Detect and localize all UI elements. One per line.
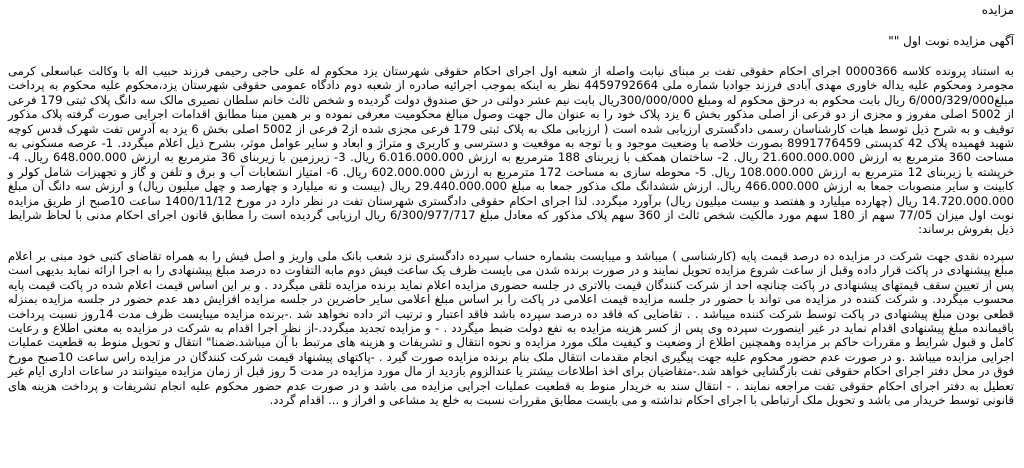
category-label: مزایده xyxy=(981,3,1014,17)
notice-title: آگهی مزایده نوبت اول "" xyxy=(888,34,1014,48)
notice-paragraph-case-details: به استناد پرونده کلاسه 0000366 اجرای احکام حقوقی تفت بر مبنای نیابت واصله از شعبه اول اجرای احکام حقوقی شهرستان یزد محکوم له علی حاجی رحیمی فرزند حبیب اله با وکالت عباسعلی کرمی مجومرد ومحکوم علیه یداله خاوری مهدی آبادی فرزند جوادبا شماره ملی 4459792664 نظر به اینکه بموجب اجرائیه صادره از شعبه دوم دادگاه عمومی حقوقی شهرستان یزد،محکوم علیه محکوم به پرداخت مبلغ6/000/329/000 ریال بابت محکوم به درحق محکوم له ومبلغ 300/000/000ریال بابت نیم عشر دولتی در حق صندوق دولت گردیده و شخص ثالث خانم سلطان نصیری مالک سه دانگ پلاک ثبتی 179 فرعی از 5002 اصلی مفروز و مجزی از دو فرعی از اصلی مذکور بخش 6 یزد پلاک خود را به عنوان مال جهت وصول مبالغ محکومیت معرفی نموده و بر همین مبنا مطابق اقدامات اجرایی صورت گرفته پلاک مذکور توقیف و به شرح ذیل توسط هیات کارشناسان رسمی دادگستری ارزیابی شده است ( ارزیابی ملک به پلاک ثبتی 179 فرعی مجزی شده از2 فرعی از 5002 اصلی بخش 6 یزد به آدرس تفت شهرک قدس کوچه شهید فهمیده پلاک 42 کدپستی 8991776459 بصورت خلاصه با وضعیت موجود و با توجه به موقعیت و دسترسی و کاربری و متراژ و ابعاد و سایر عوامل موثر، بشرح ذیل اعلام میگردد. 1- عرصه مسکونی به مساحت 360 مترمربع به ارزش 21.600.000.000 ریال. 2- ساختمان همکف با زیربنای 188 مترمربع به ارزش 6.016.000.000 ریال. 3- زیرزمین با زیربنای 36 مترمربع به ارزش 648.000.000 ریال. 4- خرپشته با زیربنای 12 مترمربع به ارزش 108.000.000 ریال. 5- محوطه سازی به مساحت 172 مترمربع به ارزش 602.000.000 ریال. 6- امتیاز انشعابات آب و برق و تلفن و گاز و تجهیزات شامل کولر و کابینت و سایر منصوبات جمعا به ارزش 466.000.000 ریال. ارزش ششدانگ ملک مذکور جمعا به مبلغ 29.440.000.000 ریال (بیست و نه میلیارد و چهارصد و چهل میلیون ریال) و ارزش سه دانگ آن مبلغ 14.720.000.000 ریال (چهارده میلیارد و هفتصد و بیست میلیون ریال) برآورد میگردد. لذا اجرای احکام حقوقی دادگستری شهرستان تفت در نظر دارد در مورخ 1400/11/12 ساعت 10صبح از طریق مزایده نوبت اول میزان 77/05 سهم از 180 سهم مورد مالکیت شخص ثالث از 360 سهم پلاک مذکور که معادل مبلغ 6/300/977/717 ریال ارزیابی گردیده است را مطابق قانون اجرای احکام مدنی با لحاظ شرایط ذیل بفروش برساند: xyxy=(8,64,1015,237)
auction-notice-document xyxy=(6,0,1018,468)
notice-paragraph-auction-conditions: سپرده نقدی جهت شرکت در مزایده ده درصد قیمت پایه (کارشناسی ) میباشد و میبایست بشماره حساب سپرده دادگستری نزد شعب بانک ملی واریز و اصل فیش را به همراه تقاضای کتبی خود مبنی بر اعلام مبلغ پیشنهادی در پاکت قرار داده وقبل از ساعت شروع مزایده تحویل نمایند و در صورت برنده شدن می بایست ظرف یک ساعت فیش دوم مابه التفاوت ده درصد مبلغ پیشنهادی را به اجرا ارائه نماید بدیهی است پس از تعیین سقف قیمتهای پیشنهادی در پاکت چنانچه احد از شرکت کنندگان قیمت بالاتری در جلسه حضوری مزایده اعلام نماید برنده مزایده تلقی میگردد . و بر این اساس قیمت اعلام شده در پاکت قیمت پایه محسوب میگردد. و شرکت کننده در مزایده می تواند با حضور در جلسه مزایده قیمت اعلامی در پاکت را بر اساس مبلغ اعلامی سایر حاضرین در جلسه مزایده افزایش دهد عدم حضور در جلسه مزایده بمنزله قطعی بودن مبلغ پیشنهادی در پاکت توسط شرکت کننده میباشد . . تقاضایی که فاقد ده درصد سپرده باشد فاقد اعتبار و ترتیب اثر داده نخواهد شد .-برنده مزایده میبایست ظرف مدت 14روز نسبت پرداخت باقیمانده مبلغ پیشنهادی اقدام نماید در غیر اینصورت سپرده وی پس از کسر هزینه مزایده به نفع دولت ضبط میگردد . - و مزایده تجدید میگردد.-از نظر اجرا اقدام به شرکت در مزایده به معنی اطلاع و رعایت کامل و قبول شرایط و مقررات حاکم بر مزایده وهمچنین اطلاع از وضعیت و کیفیت ملک مورد مزایده و نحوه انتقال و تشریفات و هزینه های مرتبط با آن میباشد.ضمنا" انتقال و تحویل منوط به قطعیت عملیات اجرایی مزایده میباشد .و در صورت عدم حضور محکوم علیه جهت پیگیری انجام مقدمات انتقال ملک بنام برنده مزایده صورت گیرد . -پاکتهای پیشنهاد قیمت شرکت کنندگان در مزایده راس ساعت 10صبح مورخ فوق در محل دفتر اجرای احکام حقوقی تفت بازگشایی خواهد شد.-متقاضیان برای اخذ اطلاعات بیشتر یا عندالزوم بازدید از مال مورد مزایده در مدت 5 روز قبل از زمان مزایده میتوانند در ساعات اداری ایام غیر تعطیل به دفتر اجرای احکام حقوقی تفت مراجعه نمایند . - انتقال سند به خریدار منوط به قطعیت عملیات اجرایی مزایده می باشد و در صورت عدم حضور محکوم علیه انجام تشریفات و پرداخت هزینه های قانونی توسط خریدار می باشد و تحویل ملک ارتباطی با اجرای احکام نداشته و می بایست مطابق مقررات نسبت به خلع ید مشاعی و افراز و ... اقدام گردد. xyxy=(8,249,1014,408)
